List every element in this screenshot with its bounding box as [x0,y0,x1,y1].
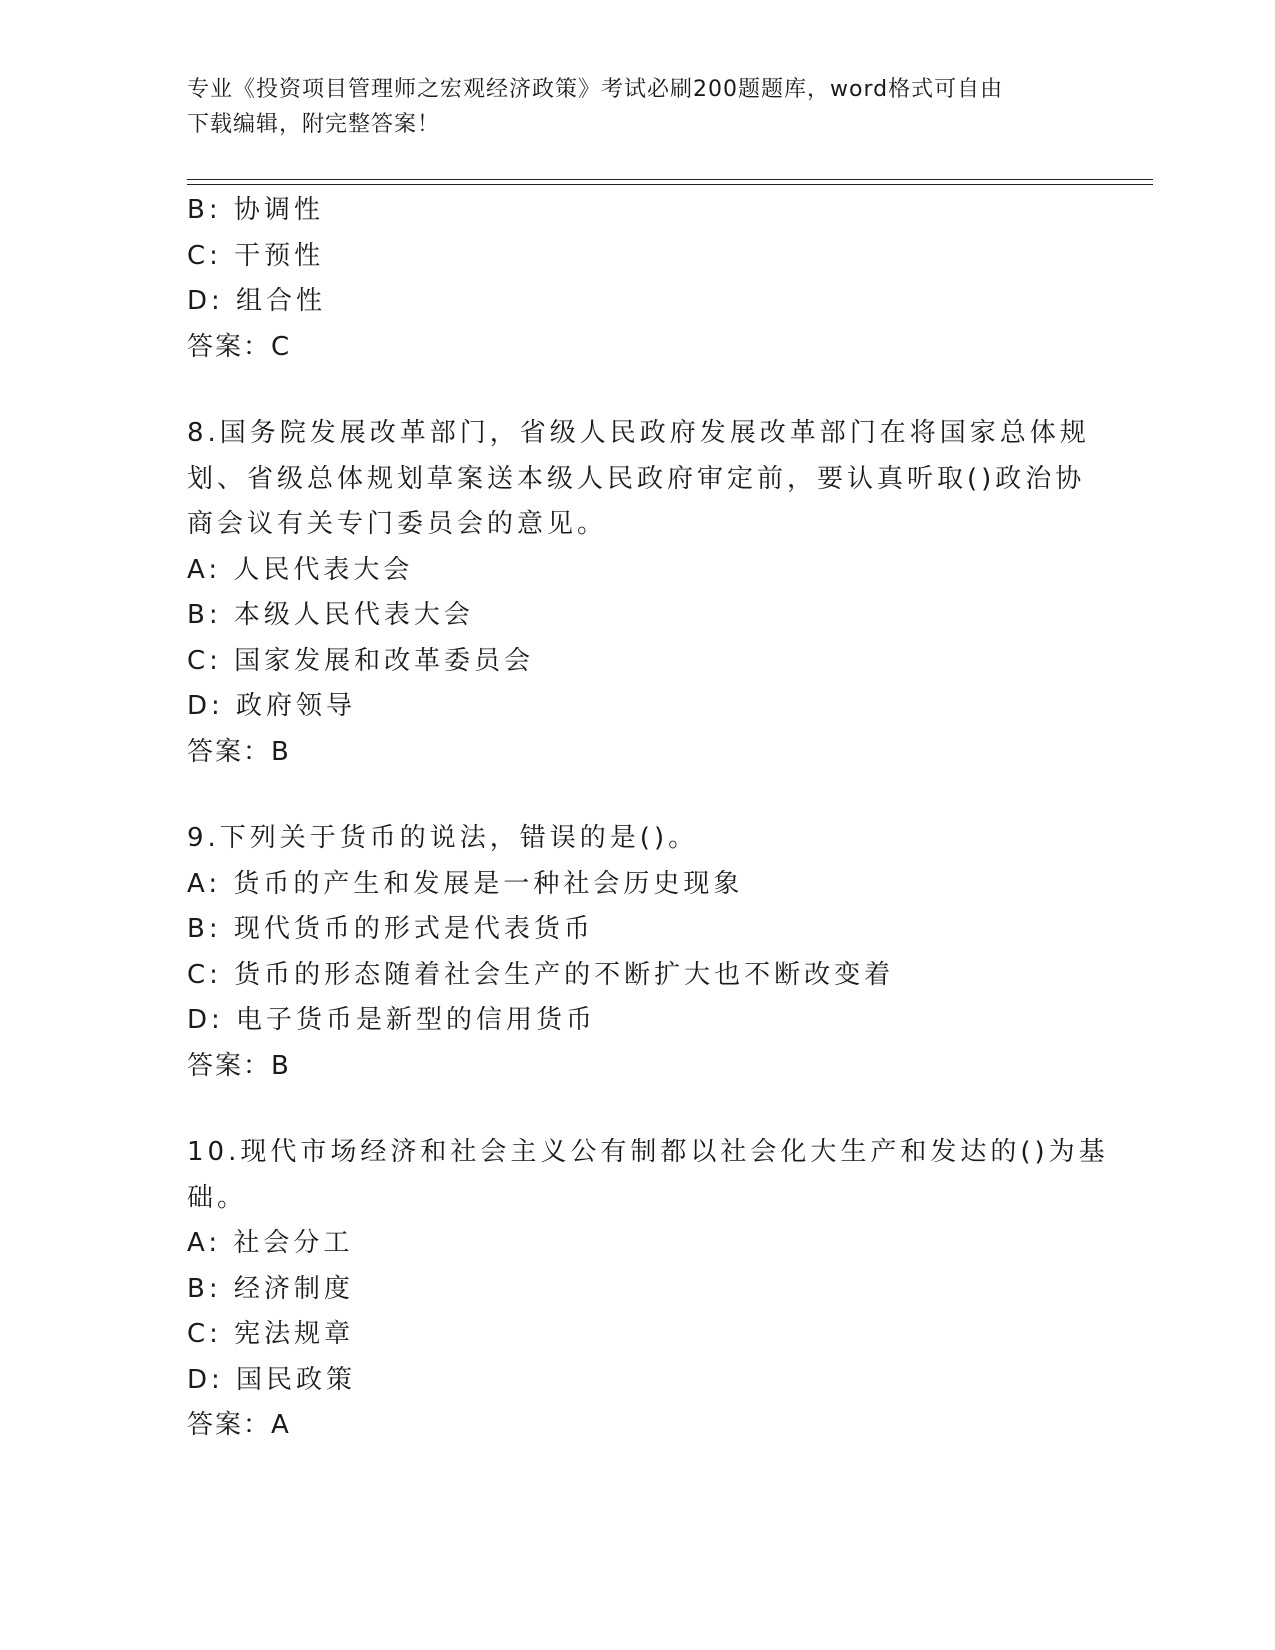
option-d: D: 组合性 [187,286,327,316]
question-text-line: 划、省级总体规划草案送本级人民政府审定前，要认真听取()政治协 [187,463,1086,494]
option-a: A: 人民代表大会 [187,554,414,585]
question-8 [187,411,1090,775]
option-d: D: 国民政策 [187,1364,357,1395]
header-line-1: 专业《投资项目管理师之宏观经济政策》考试必刷200题题库，word格式可自由 [187,77,1004,102]
option-c: C: 货币的形态随着社会生产的不断扩大也不断改变着 [187,959,895,990]
question-text-line: 础。 [187,1182,248,1213]
option-c: C: 宪法规章 [187,1319,355,1349]
option-c: C: 干预性 [187,240,325,271]
document-header [187,72,1087,142]
option-a: A: 货币的产生和发展是一种社会历史现象 [187,868,744,899]
answer: 答案：B [187,736,291,767]
answer: 答案：B [187,1050,291,1081]
header-divider-top [187,179,1153,180]
option-c: C: 国家发展和改革委员会 [187,645,535,676]
option-b: B: 协调性 [187,195,324,225]
option-d: D: 政府领导 [187,691,357,721]
question-9 [187,816,1087,1089]
question-text-line: 商会议有关专门委员会的意见。 [187,509,608,539]
question-text-line: 9.下列关于货币的说法，错误的是()。 [187,823,699,853]
question-7 [187,188,1087,370]
option-a: A: 社会分工 [187,1228,354,1258]
spacer [187,1089,1087,1130]
question-list [187,188,1109,1449]
header-line-2: 下载编辑，附完整答案！ [187,112,441,137]
spacer [187,775,1087,816]
option-b: B: 本级人民代表大会 [187,600,474,630]
spacer [187,370,1087,411]
question-10 [187,1130,1109,1449]
header-divider-bottom [187,184,1153,185]
option-b: B: 现代货币的形式是代表货币 [187,914,594,944]
answer: 答案：C [187,331,292,362]
option-b: B: 经济制度 [187,1273,354,1304]
question-text-line: 10.现代市场经济和社会主义公有制都以社会化大生产和发达的()为基 [187,1137,1109,1167]
question-text-line: 8.国务院发展改革部门，省级人民政府发展改革部门在将国家总体规 [187,418,1090,448]
option-d: D: 电子货币是新型的信用货币 [187,1005,597,1035]
answer: 答案：A [187,1410,291,1440]
